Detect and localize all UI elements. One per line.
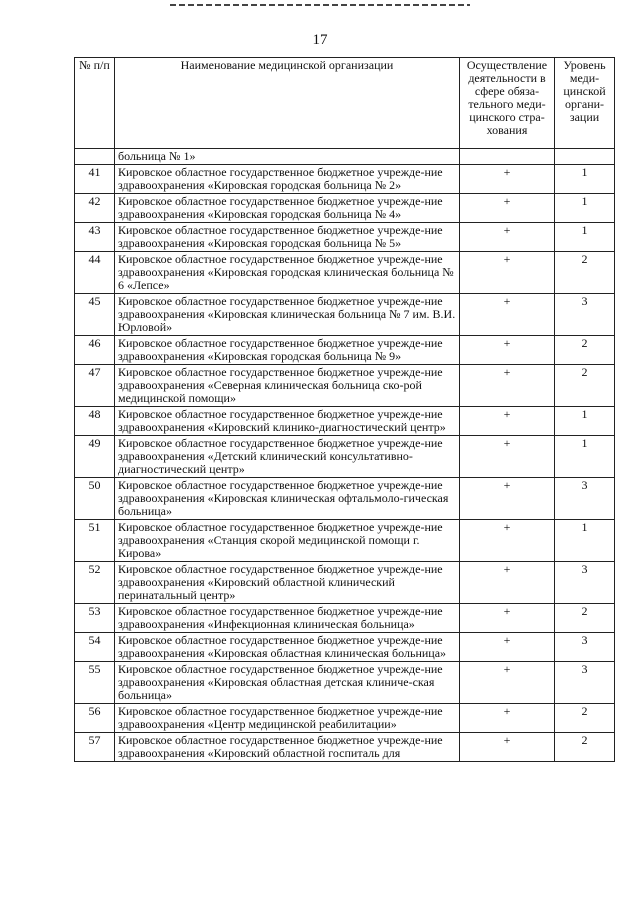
cell-number: 47 (75, 365, 115, 407)
cell-name: Кировское областное государственное бюджетное учрежде-ние здравоохранения «Кировский областной госпиталь для (115, 733, 460, 762)
cell-insurance: + (460, 633, 555, 662)
cell-number: 43 (75, 223, 115, 252)
cell-insurance: + (460, 604, 555, 633)
table-body (75, 149, 615, 762)
cell-level: 2 (555, 365, 615, 407)
table-row (75, 478, 615, 520)
cell-level: 3 (555, 294, 615, 336)
cell-insurance: + (460, 252, 555, 294)
cell-name: Кировское областное государственное бюджетное учрежде-ние здравоохранения «Северная клиническая больница ско-рой медицинской помощи» (115, 365, 460, 407)
cell-insurance: + (460, 562, 555, 604)
cell-name: Кировское областное государственное бюджетное учрежде-ние здравоохранения «Кировская клиническая офтальмоло-гическая больница» (115, 478, 460, 520)
cell-number: 53 (75, 604, 115, 633)
cell-level: 2 (555, 252, 615, 294)
cell-name: Кировское областное государственное бюджетное учрежде-ние здравоохранения «Кировский областной клинический перинатальный центр» (115, 562, 460, 604)
table-row (75, 562, 615, 604)
cell-level: 1 (555, 165, 615, 194)
cell-level: 1 (555, 436, 615, 478)
cell-name: Кировское областное государственное бюджетное учрежде-ние здравоохранения «Кировская городская больница № 9» (115, 336, 460, 365)
cell-number: 41 (75, 165, 115, 194)
table-row (75, 704, 615, 733)
cell-insurance: + (460, 704, 555, 733)
cell-insurance: + (460, 223, 555, 252)
cell-name: Кировское областное государственное бюджетное учрежде-ние здравоохранения «Станция скорой медицинской помощи г. Кирова» (115, 520, 460, 562)
scan-edge-line (170, 4, 470, 6)
cell-number: 44 (75, 252, 115, 294)
cell-number: 48 (75, 407, 115, 436)
cell-name: Кировское областное государственное бюджетное учрежде-ние здравоохранения «Кировский клинико-диагностический центр» (115, 407, 460, 436)
table-row (75, 604, 615, 633)
table-row (75, 336, 615, 365)
cell-number: 42 (75, 194, 115, 223)
cell-level: 2 (555, 704, 615, 733)
table-row (75, 520, 615, 562)
cell-number: 45 (75, 294, 115, 336)
cell-insurance: + (460, 165, 555, 194)
table-row (75, 365, 615, 407)
cell-insurance: + (460, 436, 555, 478)
page-number: 17 (312, 32, 328, 48)
header-organization-name: Наименование медицинской организации (115, 58, 460, 149)
cell-level: 2 (555, 604, 615, 633)
table-row (75, 294, 615, 336)
cell-number (75, 149, 115, 165)
cell-number: 49 (75, 436, 115, 478)
table-row (75, 733, 615, 762)
table-row (75, 223, 615, 252)
cell-name: больница № 1» (115, 149, 460, 165)
cell-insurance: + (460, 294, 555, 336)
cell-number: 50 (75, 478, 115, 520)
header-organization-level: Уровень меди-цинской органи-зации (555, 58, 615, 149)
cell-name: Кировское областное государственное бюджетное учрежде-ние здравоохранения «Кировская областная детская клиниче-ская больница» (115, 662, 460, 704)
cell-name: Кировское областное государственное бюджетное учрежде-ние здравоохранения «Инфекционная клиническая больница» (115, 604, 460, 633)
cell-number: 52 (75, 562, 115, 604)
cell-insurance: + (460, 520, 555, 562)
cell-level: 3 (555, 633, 615, 662)
cell-number: 51 (75, 520, 115, 562)
cell-name: Кировское областное государственное бюджетное учрежде-ние здравоохранения «Центр медицинской реабилитации» (115, 704, 460, 733)
cell-name: Кировское областное государственное бюджетное учрежде-ние здравоохранения «Кировская городская больница № 5» (115, 223, 460, 252)
cell-level: 2 (555, 336, 615, 365)
table-row (75, 633, 615, 662)
table-row (75, 662, 615, 704)
cell-insurance: + (460, 194, 555, 223)
table-row (75, 194, 615, 223)
cell-level: 3 (555, 478, 615, 520)
cell-insurance (460, 149, 555, 165)
table-row (75, 165, 615, 194)
header-number: № п/п (75, 58, 115, 149)
cell-number: 57 (75, 733, 115, 762)
cell-name: Кировское областное государственное бюджетное учрежде-ние здравоохранения «Кировская городская больница № 4» (115, 194, 460, 223)
cell-insurance: + (460, 336, 555, 365)
cell-level (555, 149, 615, 165)
cell-name: Кировское областное государственное бюджетное учрежде-ние здравоохранения «Кировская городская клиническая больница № 6 «Лепсе» (115, 252, 460, 294)
table-row (75, 436, 615, 478)
cell-number: 54 (75, 633, 115, 662)
table-row-continuation (75, 149, 615, 165)
cell-name: Кировское областное государственное бюджетное учрежде-ние здравоохранения «Кировская областная клиническая больница» (115, 633, 460, 662)
cell-insurance: + (460, 407, 555, 436)
medical-organizations-table (74, 57, 615, 762)
cell-level: 1 (555, 520, 615, 562)
cell-insurance: + (460, 365, 555, 407)
table-row (75, 252, 615, 294)
cell-level: 1 (555, 223, 615, 252)
cell-insurance: + (460, 662, 555, 704)
table-header-row (75, 58, 615, 149)
cell-level: 3 (555, 662, 615, 704)
cell-level: 1 (555, 407, 615, 436)
cell-name: Кировское областное государственное бюджетное учрежде-ние здравоохранения «Кировская клиническая больница № 7 им. В.И. Юрловой» (115, 294, 460, 336)
cell-level: 3 (555, 562, 615, 604)
cell-level: 1 (555, 194, 615, 223)
cell-insurance: + (460, 478, 555, 520)
cell-number: 46 (75, 336, 115, 365)
table-row (75, 407, 615, 436)
cell-number: 55 (75, 662, 115, 704)
cell-name: Кировское областное государственное бюджетное учрежде-ние здравоохранения «Кировская городская больница № 2» (115, 165, 460, 194)
cell-insurance: + (460, 733, 555, 762)
cell-number: 56 (75, 704, 115, 733)
header-insurance-activity: Осуществление деятельности в сфере обяза-тельного меди-цинского стра-хования (460, 58, 555, 149)
cell-level: 2 (555, 733, 615, 762)
cell-name: Кировское областное государственное бюджетное учрежде-ние здравоохранения «Детский клинический консультативно-диагностический центр» (115, 436, 460, 478)
